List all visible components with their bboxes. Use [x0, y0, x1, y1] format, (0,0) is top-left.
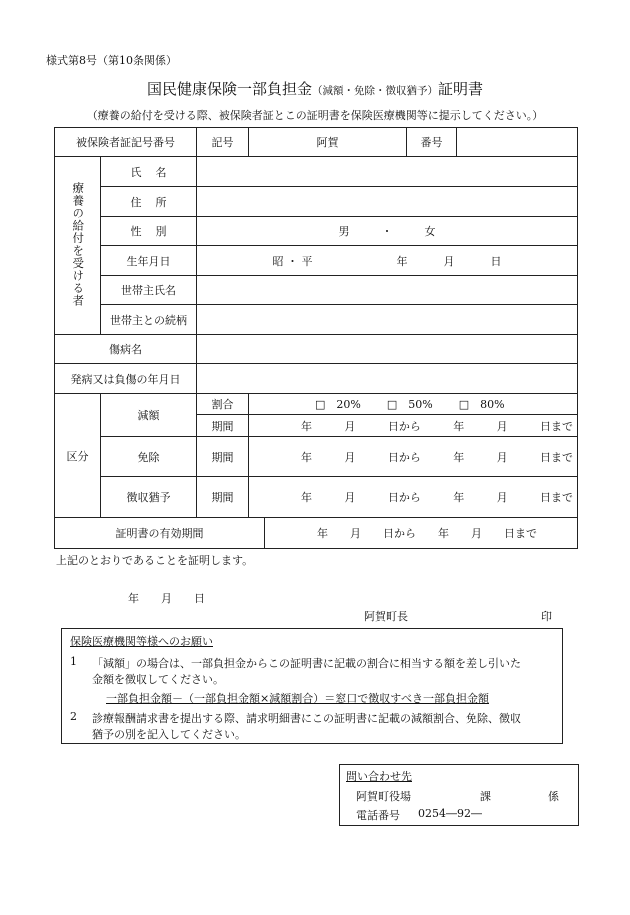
request-item2-number: 2: [70, 710, 77, 723]
onset-field[interactable]: [197, 364, 578, 394]
onset-label: 発病又は負傷の年月日: [55, 364, 197, 394]
exemption-label: 免除: [101, 437, 197, 477]
dob-era: 昭 ・ 平: [272, 254, 313, 268]
certificate-table: [54, 127, 578, 549]
deferment-label: 徴収猶予: [101, 477, 197, 518]
issue-date[interactable]: 年 月 日: [128, 592, 205, 605]
validity-period[interactable]: 年 月 日から 年 月 日まで: [265, 518, 578, 549]
contact-title: 問い合わせ先: [346, 770, 412, 783]
request-title: 保険医療機関等様へのお願い: [70, 635, 213, 648]
title-main: 国民健康保険一部負担金: [146, 80, 312, 98]
contact-unit: 係: [548, 790, 559, 803]
ratio-80-checkbox[interactable]: □ 80%: [458, 398, 505, 411]
sex-label: 性別: [101, 217, 197, 246]
contact-office: 阿賀町役場: [356, 790, 411, 803]
reduction-period[interactable]: 年 月 日から 年 月 日まで: [249, 415, 578, 437]
contact-box: [339, 764, 579, 826]
contact-phone-label: 電話番号: [356, 809, 400, 822]
household-head-field[interactable]: [197, 276, 578, 305]
insured-number-label: 被保険者証記号番号: [55, 128, 197, 157]
dob-label: 生年月日: [101, 246, 197, 276]
disease-field[interactable]: [197, 335, 578, 364]
issuer-name: 阿賀町長: [364, 610, 408, 623]
request-item2-line1: 診療報酬請求書を提出する際、請求明細書にこの証明書に記載の減額割合、免除、徴収: [92, 712, 521, 725]
name-field[interactable]: [197, 157, 578, 187]
sex-male: 男: [338, 225, 350, 238]
deferment-period-label: 期間: [197, 477, 249, 518]
category-label: 区分: [55, 394, 101, 518]
request-item1-line2: 金額を徴収してください。: [92, 673, 224, 686]
contact-phone-value: 0254―92―: [418, 807, 482, 820]
symbol-value[interactable]: 阿賀: [249, 128, 407, 157]
certify-statement: 上記のとおりであることを証明します。: [56, 554, 254, 567]
exemption-period-label: 期間: [197, 437, 249, 477]
request-item1-line1: 「減額」の場合は、一部負担金からこの証明書に記載の割合に相当する額を差し引いた: [92, 657, 521, 670]
reduction-period-label: 期間: [197, 415, 249, 437]
sex-dot: ・: [381, 225, 393, 238]
reduction-label: 減額: [101, 394, 197, 437]
request-item2-line2: 猶予の別を記入してください。: [92, 728, 246, 741]
validity-label: 証明書の有効期間: [55, 518, 265, 549]
ratio-20-checkbox[interactable]: □ 20%: [315, 398, 361, 411]
patient-group-label: 療養の給付を受ける者: [55, 157, 101, 335]
symbol-label: 記号: [197, 128, 249, 157]
seal-mark: 印: [541, 610, 552, 623]
document-title: [0, 78, 630, 99]
address-field[interactable]: [197, 187, 578, 217]
form-number: 様式第8号（第10条関係）: [46, 54, 177, 67]
number-value[interactable]: [457, 128, 578, 157]
name-label: 氏名: [101, 157, 197, 187]
ratio-options[interactable]: [249, 394, 578, 415]
dob-year: 年: [396, 254, 408, 268]
dob-field[interactable]: [197, 246, 578, 276]
disease-label: 傷病名: [55, 335, 197, 364]
request-box: [61, 628, 563, 744]
sex-field[interactable]: [197, 217, 578, 246]
household-relation-field[interactable]: [197, 305, 578, 335]
deferment-period[interactable]: 年 月 日から 年 月 日まで: [249, 477, 578, 518]
dob-month: 月: [443, 254, 455, 268]
household-relation-label: 世帯主との続柄: [101, 305, 197, 335]
title-end: 証明書: [438, 80, 484, 98]
request-formula: 一部負担金額－（一部負担金額×減額割合）＝窓口で徴収すべき一部負担金額: [106, 692, 489, 705]
dob-day: 日: [490, 254, 502, 268]
address-label: 住所: [101, 187, 197, 217]
contact-section: 課: [480, 790, 491, 803]
ratio-50-checkbox[interactable]: □ 50%: [386, 398, 433, 411]
title-sub: （減額・免除・徴収猶予）: [312, 85, 438, 97]
household-head-label: 世帯主氏名: [101, 276, 197, 305]
number-label: 番号: [407, 128, 457, 157]
request-item1-number: 1: [70, 655, 77, 668]
instruction-note: （療養の給付を受ける際、被保険者証とこの証明書を保険医療機関等に提示してください。）: [86, 109, 544, 122]
ratio-label: 割合: [197, 394, 249, 415]
exemption-period[interactable]: 年 月 日から 年 月 日まで: [249, 437, 578, 477]
sex-female: 女: [424, 225, 436, 238]
